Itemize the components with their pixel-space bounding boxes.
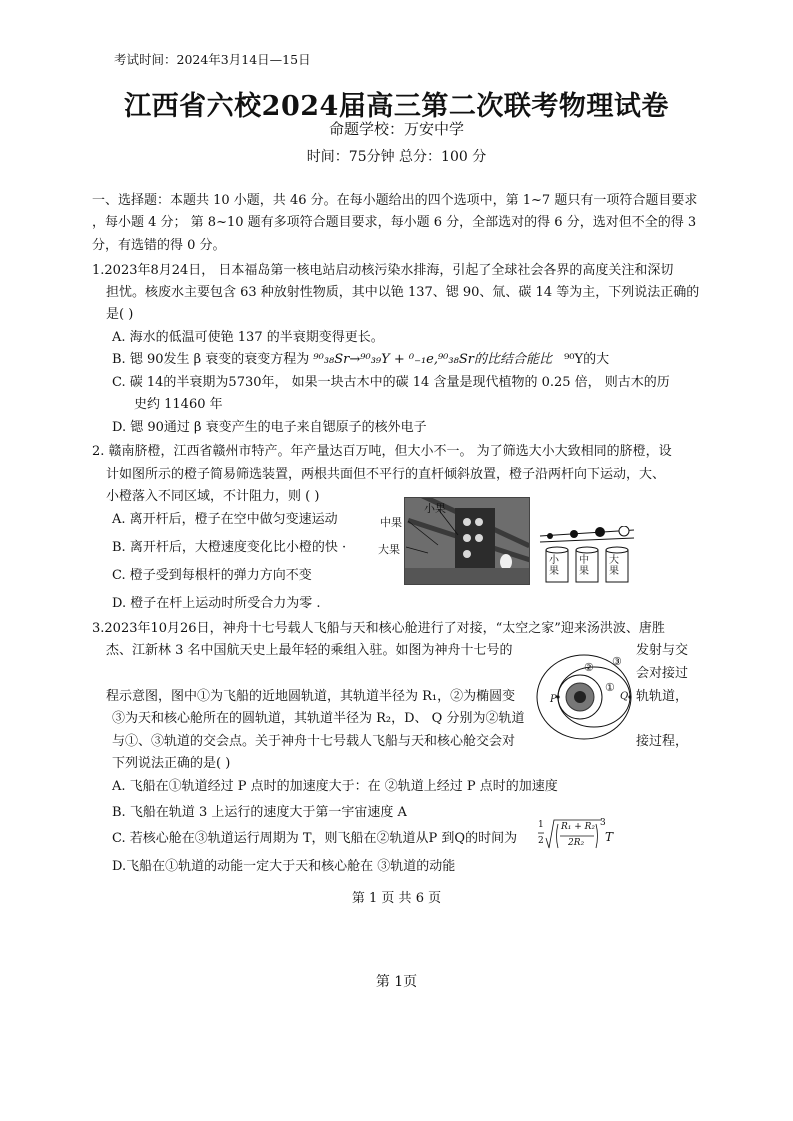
q2-option-a: A. 离开杆后，橙子在空中做匀变速运动 (112, 512, 338, 527)
q1-option-c-1: C. 碳 14的半衰期为5730年， 如果一块古木中的碳 14 含量是现代植物的 0.25 倍， 则古木的历 (112, 375, 670, 390)
bin-label-small: 小果 (549, 555, 559, 577)
q3-line-2-right: 发射与交 (636, 643, 689, 658)
q2-stem-1: 2. 赣南脐橙，江西省赣州市特产。年产量达百万吨，但大小不一。 为了筛选大小大致相同的脐橙，设 (92, 444, 672, 459)
q3-line-3-right: 会对接过 (636, 666, 689, 681)
q3-line-4-right: 轨轨道， (636, 689, 689, 704)
orbit-label-two: ② (584, 661, 594, 674)
q2-stem-3: 小橙落入不同区域，不计阻力，则 ( ) (106, 489, 320, 504)
formula-denominator: 2R₂ (568, 838, 585, 848)
formula-half-den: 2 (538, 836, 544, 846)
bin-label-large: 大果 (609, 555, 619, 577)
q1-option-b-suffix: ⁹⁰Y的大 (564, 352, 610, 367)
q2-option-c: C. 橙子受到每根杆的弹力方向不变 (112, 568, 312, 583)
formula-half-num: 1 (538, 820, 544, 830)
q3-option-b: B. 飞船在轨道 3 上运行的速度大于第一宇宙速度 A (112, 805, 407, 820)
q2-label-small: 小果 (424, 502, 446, 515)
formula-exponent: 3 (600, 818, 606, 828)
q1-stem-2: 担忧。核废水主要包含 63 种放射性物质，其中以铯 137、锶 90、氚、碳 14 等为主，下列说法正确的 (106, 285, 700, 300)
orbit-label-one: ① (605, 681, 615, 694)
duration-line: 时间：75分钟 总分：100 分 (306, 149, 487, 165)
q2-stem-2: 计如图所示的橙子简易筛选装置，两根共面但不平行的直杆倾斜放置，橙子沿两杆向下运动，大、 (106, 467, 666, 482)
q2-option-d: D. 橙子在杆上运动时所受合力为零 . (112, 596, 321, 611)
q3-line-6-right: 接过程， (636, 734, 689, 749)
q3-option-c-formula (538, 818, 618, 854)
q3-line-5-left: ③为天和核心舱所在的圆轨道，其轨道半径为 R₂，D、 Q 分别为②轨道 (112, 711, 525, 726)
formula-period: T (605, 830, 614, 844)
q1-option-a: A. 海水的低温可使铯 137 的半衰期变得更长。 (112, 330, 384, 345)
formula-numerator: R₁ + R₂ (561, 822, 596, 832)
q1-stem-3: 是( ) (106, 307, 134, 322)
school-line: 命题学校：万安中学 (328, 120, 464, 138)
orbit-label-p: P (550, 694, 557, 705)
q1-option-d: D. 锶 90通过 β 衰变产生的电子来自锶原子的核外电子 (112, 420, 427, 435)
q2-label-large: 大果 (378, 543, 400, 556)
page-of-label: 第 1 页 共 6 页 (351, 891, 442, 906)
orbit-label-three: ③ (612, 655, 622, 668)
q2-arrow-line-medium (408, 521, 438, 545)
section-intro-3: 分，有选错的得 0 分。 (92, 238, 226, 253)
q1-option-b (112, 351, 609, 369)
q1-option-b-equation: ⁹⁰₃₈Sr→⁹⁰₃₉Y + ⁰₋₁e,⁹⁰₃₈Sr的比结合能比 (313, 352, 552, 367)
q2-arrow-line-small (438, 509, 458, 535)
page-number: 第 1页 (375, 974, 418, 990)
q2-label-medium: 中果 (380, 516, 402, 529)
q3-option-d: D.飞船在①轨道的动能一定大于天和核心舱在 ③轨道的动能 (112, 859, 456, 874)
q3-option-c: C. 若核心舱在③轨道运行周期为 T，则飞船在②轨道从P 到Q的时间为 (112, 831, 518, 846)
exam-time: 考试时间：2024年3月14日—15日 (114, 52, 311, 67)
q3-option-a: A. 飞船在①轨道经过 P 点时的加速度大于：在 ②轨道上经过 P 点时的加速度 (112, 779, 558, 794)
q2-arrow-lines (398, 505, 468, 555)
orbit-label-q: Q (620, 691, 629, 702)
q2-option-b: B. 离开杆后，大橙速度变化比小橙的快 · (112, 540, 347, 555)
q3-line-1: 3.2023年10月26日，神舟十七号载人飞船与天和核心舱进行了对接，“太空之家”迎来汤洪波、唐胜 (92, 621, 665, 636)
section-intro-2: ，每小题 4 分； 第 8~10 题有多项符合题目要求，每小题 6 分，全部选对的得 6 分，选对但不全的得 3 (92, 215, 697, 230)
bin-label-medium: 中果 (579, 555, 589, 577)
q2-arrow-line-large (406, 547, 428, 553)
q1-option-c-2: 史约 11460 年 (134, 397, 223, 412)
q3-line-7: 下列说法正确的是( ) (112, 756, 231, 771)
point-q (628, 695, 631, 698)
page-title: 江西省六校2024届高三第二次联考物理试卷 (124, 91, 669, 122)
q3-line-4-left: 程示意图，图中①为飞船的近地圆轨道，其轨道半径为 R₁，②为椭圆变 (106, 689, 516, 704)
q1-option-b-prefix: B. 锶 90发生 β 衰变的衰变方程为 (112, 352, 310, 367)
section-intro-1: 一、选择题：本题共 10 小题，共 46 分。在每小题给出的四个选项中，第 1~7 题只有一项符合题目要求 (92, 193, 698, 208)
q1-stem-1: 1.2023年8月24日， 日本福岛第一核电站启动核污染水排海，引起了全球社会各界的高度关注和深切 (92, 263, 674, 278)
q3-line-2-left: 杰、江新林 3 名中国航天史上最年轻的乘组入驻。如图为神舟十七号的 (106, 643, 513, 658)
q3-line-6-left: 与①、③轨道的交会点。关于神舟十七号载人飞船与天和核心舱交会对 (112, 734, 516, 749)
